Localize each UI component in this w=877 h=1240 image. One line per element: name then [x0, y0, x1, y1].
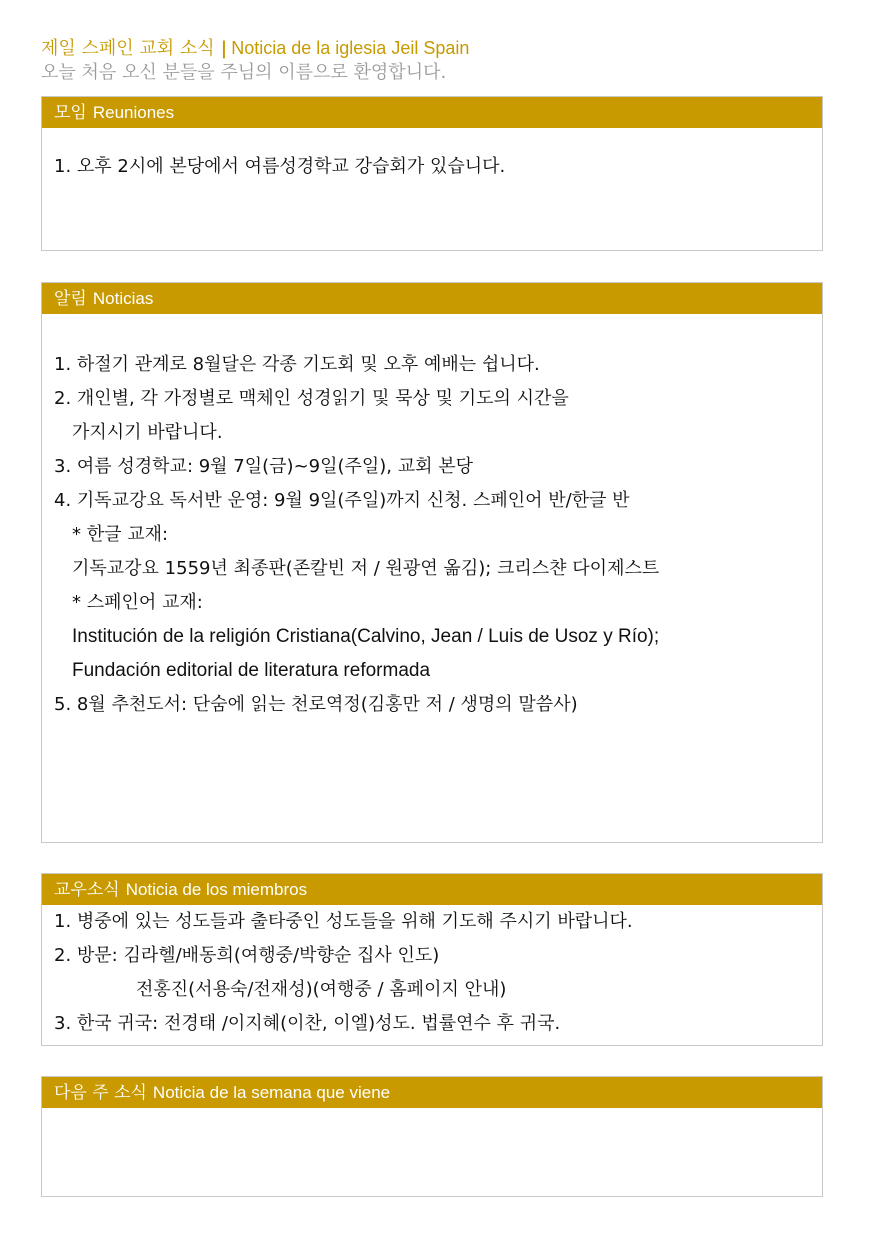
section-meetings-body [42, 128, 822, 184]
section-next-week [41, 1076, 823, 1197]
section-next-week-title-es: Noticia de la semana que viene [152, 1083, 391, 1102]
notice-spanish-textbook-label: * 스페인어 교재: [72, 592, 203, 613]
member-line-3: 3. 한국 귀국: 전경태 /이지혜(이찬, 이엘)성도. 법률연수 후 귀국. [54, 1013, 561, 1034]
title-spanish: Noticia de la iglesia Jeil Spain [231, 38, 470, 58]
section-meetings [41, 96, 823, 251]
section-members-body [42, 905, 822, 1041]
notice-line-3: 3. 여름 성경학교: 9월 7일(금)~9일(주일), 교회 본당 [54, 456, 474, 477]
section-members [41, 873, 823, 1046]
section-notices [41, 282, 823, 843]
section-notices-header [42, 283, 822, 314]
section-meetings-title-es: Reuniones [92, 103, 175, 122]
section-members-header [42, 874, 822, 905]
notice-spanish-textbook: Institución de la religión Cristiana(Calvino, Jean / Luis de Usoz y Río); [72, 626, 660, 647]
welcome-subtitle: 오늘 처음 오신 분들을 주님의 이름으로 환영합니다. [41, 62, 447, 83]
notice-line-2: 2. 개인별, 각 가정별로 맥체인 성경읽기 및 묵상 및 기도의 시간을 [54, 388, 569, 409]
notice-spanish-publisher: Fundación editorial de literatura reformada [72, 660, 431, 681]
title-korean: 제일 스페인 교회 소식 [41, 38, 215, 59]
member-line-2: 2. 방문: 김라헬/배동희(여행중/박향순 집사 인도) [54, 945, 440, 966]
member-line-2-cont: 전홍진(서용숙/전재성)(여행중 / 홈페이지 안내) [136, 979, 507, 1000]
section-notices-title-ko: 알림 [54, 289, 87, 309]
section-members-title-ko: 교우소식 [54, 880, 120, 900]
section-notices-body [42, 314, 822, 722]
notice-line-4: 4. 기독교강요 독서반 운영: 9월 9일(주일)까지 신청. 스페인어 반/한글 반 [54, 490, 630, 511]
notice-korean-textbook-label: * 한글 교재: [72, 524, 169, 545]
notice-line-5: 5. 8월 추천도서: 단숨에 읽는 천로역정(김홍만 저 / 생명의 말씀사) [54, 694, 578, 715]
notice-line-2-cont: 가지시기 바랍니다. [72, 422, 223, 443]
bulletin-header [41, 36, 841, 85]
section-next-week-title-ko: 다음 주 소식 [54, 1083, 147, 1103]
section-meetings-title-ko: 모임 [54, 103, 87, 123]
title-separator: | [220, 38, 228, 59]
section-next-week-header [42, 1077, 822, 1108]
notice-line-1: 1. 하절기 관계로 8월달은 각종 기도회 및 오후 예배는 쉽니다. [54, 354, 540, 375]
section-members-title-es: Noticia de los miembros [125, 880, 308, 899]
bulletin-title [41, 36, 841, 61]
notice-korean-textbook: 기독교강요 1559년 최종판(존칼빈 저 / 원광연 옮김); 크리스챤 다이제스트 [72, 558, 660, 579]
member-line-1: 1. 병중에 있는 성도들과 출타중인 성도들을 위해 기도해 주시기 바랍니다. [54, 911, 633, 932]
section-notices-title-es: Noticias [92, 289, 154, 308]
meeting-line-1: 1. 오후 2시에 본당에서 여름성경학교 강습회가 있습니다. [54, 156, 506, 177]
section-meetings-header [42, 97, 822, 128]
